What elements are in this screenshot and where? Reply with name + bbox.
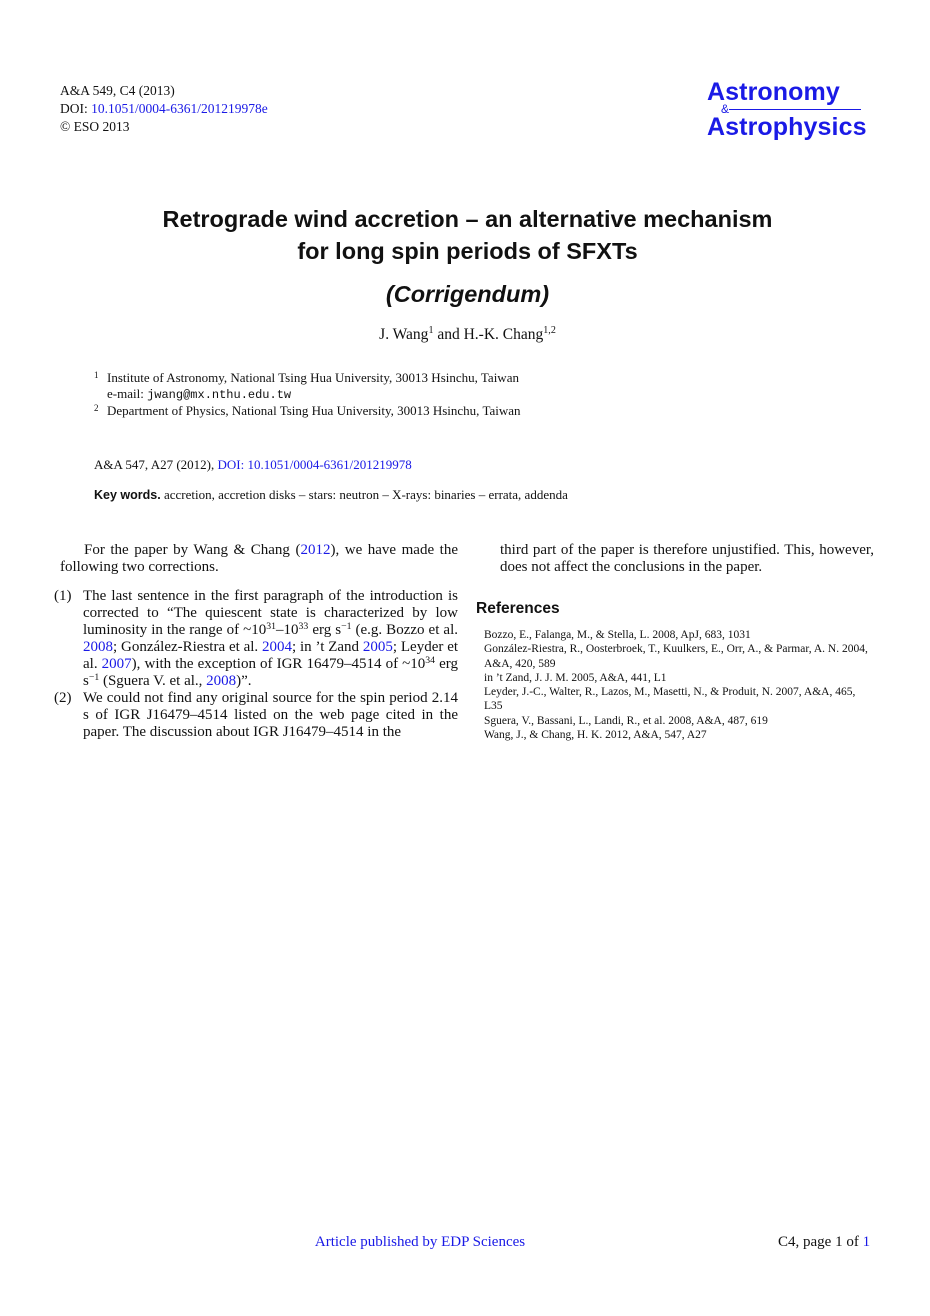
- reference-item: Sguera, V., Bassani, L., Landi, R., et al. 2008, A&A, 487, 619: [484, 714, 768, 727]
- item-1-text: erg s: [308, 622, 342, 638]
- affiliation-1: [94, 370, 521, 386]
- ref-link-sguera-2008[interactable]: 2008: [206, 673, 237, 689]
- item-1-text: –10: [276, 622, 299, 638]
- author-and: and: [437, 326, 460, 343]
- right-column: [476, 542, 874, 576]
- ref-link-leyder-2007[interactable]: 2007: [101, 656, 132, 672]
- correction-item-2: [54, 690, 458, 741]
- logo-rule: [729, 109, 861, 110]
- ref-link-wang-2012[interactable]: 2012: [300, 542, 331, 558]
- paper-title: [60, 203, 875, 267]
- reference-item: Wang, J., & Chang, H. K. 2012, A&A, 547, A27: [484, 729, 707, 742]
- affiliation-1-number: 1: [94, 370, 99, 380]
- author-2-affil: 1,2: [543, 325, 556, 337]
- logo-word-astrophysics: Astrophysics: [707, 113, 867, 141]
- exponent: 33: [298, 620, 309, 632]
- exponent: −1: [341, 620, 352, 632]
- page-prefix: C4, page 1 of: [778, 1234, 859, 1250]
- correction-item-1: [54, 588, 459, 690]
- author-1-affil: 1: [428, 325, 434, 337]
- item-1-marker: (1): [54, 588, 72, 604]
- item-1-text: ; González-Riestra et al.: [113, 639, 263, 655]
- affiliation-2-text: Department of Physics, National Tsing Hua University, 30013 Hsinchu, Taiwan: [107, 403, 521, 418]
- exponent: 31: [266, 620, 277, 632]
- keywords-text: accretion, accretion disks – stars: neutron – X-rays: binaries – errata, addenda: [163, 487, 568, 502]
- affiliation-1-text: Institute of Astronomy, National Tsing Hua University, 30013 Hsinchu, Taiwan: [107, 370, 519, 385]
- publisher-link[interactable]: Article published by EDP Sciences: [314, 1234, 526, 1250]
- intro-text-a: For the paper by Wang & Chang (: [84, 542, 301, 558]
- item-2-text: We could not find any original source for the spin period 2.14 s of IGR J16479–4514 listed on the web page cited in the paper. The discussion about IGR J16479–4514 in the: [83, 690, 458, 740]
- journal-ref: A&A 549, C4 (2013): [60, 83, 175, 98]
- authors: [60, 326, 875, 344]
- intro-paragraph: [60, 542, 458, 576]
- journal-logo: [707, 80, 882, 140]
- reference-item: Leyder, J.-C., Walter, R., Lazos, M., Masetti, N., & Produit, N. 2007, A&A, 465, L35: [484, 686, 856, 713]
- item-1-text: ), with the exception of IGR 16479–4514 of ~10: [131, 656, 426, 672]
- item-1-text: erg s: [83, 656, 458, 689]
- ref-link-zand-2005[interactable]: 2005: [362, 639, 393, 655]
- ref-link-bozzo-2008[interactable]: 2008: [83, 639, 113, 655]
- references-heading: References: [476, 600, 560, 617]
- ref-link-gonzalez-2004[interactable]: 2004: [262, 639, 293, 655]
- keywords: [94, 487, 568, 503]
- item-1-text: )”.: [236, 673, 252, 689]
- intro-text-b: ), we have made the following two corrections.: [60, 542, 458, 575]
- keywords-label: Key words.: [94, 488, 161, 502]
- citation-doi-link[interactable]: DOI: 10.1051/0004-6361/201219978: [217, 457, 412, 472]
- references-list: [484, 628, 876, 742]
- exponent: 34: [425, 654, 436, 666]
- item-1-text: ; Leyder et al.: [83, 639, 459, 672]
- author-2: H.-K. Chang: [463, 326, 544, 343]
- affiliations: [94, 370, 521, 419]
- doi-link[interactable]: 10.1051/0004-6361/201219978e: [91, 101, 268, 116]
- paper-subtitle: (Corrigendum): [385, 281, 550, 307]
- original-citation: [94, 457, 412, 473]
- item-1-text: (Sguera V. et al.,: [99, 673, 207, 689]
- title-line-1: Retrograde wind accretion – an alternative mechanism: [162, 206, 773, 232]
- page-number: [778, 1234, 870, 1251]
- affiliation-email: [94, 386, 521, 404]
- left-column: [54, 542, 459, 741]
- item-1-text: The last sentence in the first paragraph of the introduction is corrected to “The quiescent state is characterized by low luminosity in the range of ~10: [83, 588, 458, 638]
- reference-item: in ’t Zand, J. J. M. 2005, A&A, 441, L1: [484, 671, 667, 684]
- page-total-link[interactable]: 1: [862, 1234, 871, 1250]
- email-address[interactable]: jwang@mx.nthu.edu.tw: [147, 387, 292, 402]
- email-label: e-mail:: [107, 385, 144, 401]
- item-1-text: ; in ’t Zand: [292, 639, 363, 655]
- item-1-text: (e.g. Bozzo et al.: [351, 622, 458, 638]
- item-2-marker: (2): [54, 690, 72, 706]
- logo-word-astronomy: Astronomy: [707, 78, 840, 106]
- copyright: © ESO 2013: [60, 119, 130, 134]
- logo-ampersand: &: [721, 102, 730, 116]
- affiliation-2: [94, 403, 521, 419]
- citation-text: A&A 547, A27 (2012),: [94, 457, 215, 472]
- header-meta: [60, 82, 268, 136]
- doi-label: DOI:: [60, 101, 88, 116]
- continued-paragraph: third part of the paper is therefore unjustified. This, however, does not affect the conclusions in the paper.: [500, 542, 874, 575]
- author-1: J. Wang: [379, 326, 429, 343]
- exponent: −1: [88, 671, 100, 683]
- doi-line: [60, 100, 268, 118]
- reference-item: González-Riestra, R., Oosterbroek, T., Kuulkers, E., Orr, A., & Parmar, A. N. 2004, A&A, 420, 589: [484, 643, 868, 670]
- title-line-2: for long spin periods of SFXTs: [297, 238, 638, 264]
- affiliation-2-number: 2: [94, 403, 99, 413]
- reference-item: Bozzo, E., Falanga, M., & Stella, L. 2008, ApJ, 683, 1031: [484, 629, 751, 641]
